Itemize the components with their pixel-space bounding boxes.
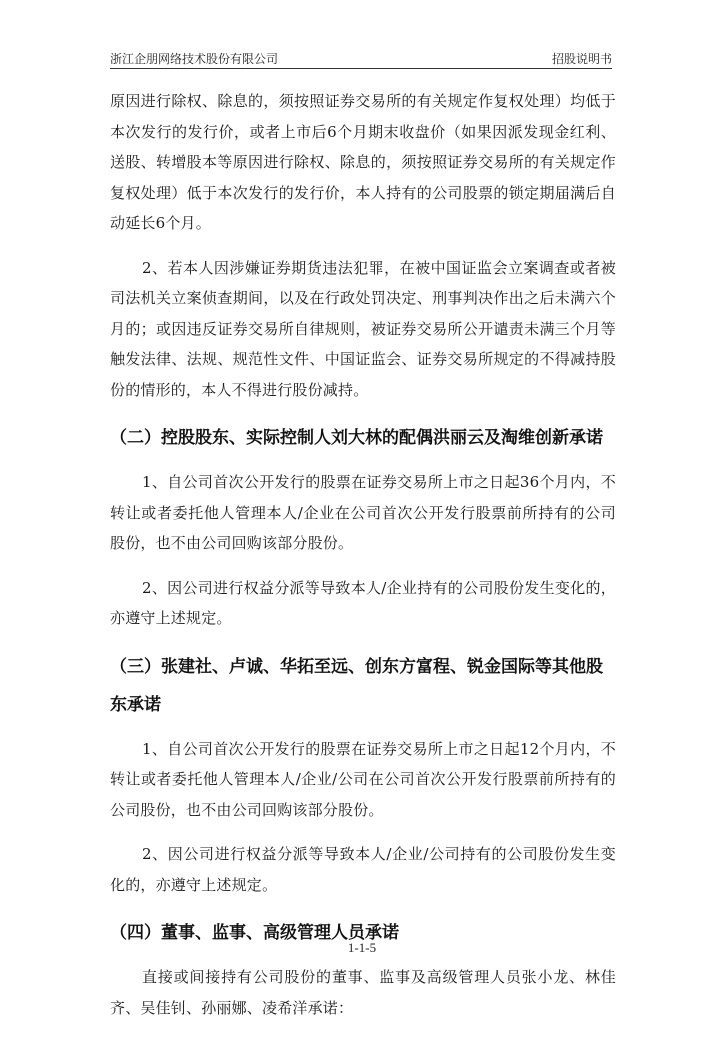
header-company-name: 浙江企朋网络技术股份有限公司	[110, 52, 279, 66]
header-divider	[110, 68, 612, 69]
paragraph-12-month-lockup: 1、自公司首次公开发行的股票在证券交易所上市之日起12个月内，不转让或者委托他人管理本人/企业/公司在公司首次公开发行股票前所持有的公司股份，也不由公司回购该部分股份。	[110, 739, 616, 819]
page-header	[110, 48, 612, 68]
paragraph-equity-distribution-2: 2、因公司进行权益分派等导致本人/企业持有的公司股份发生变化的，亦遵守上述规定。	[110, 578, 616, 627]
paragraph-continued-lockup: 原因进行除权、除息的，须按照证券交易所的有关规定作复权处理）均低于本次发行的发行价，或者上市后6个月期末收盘价（如果因派发现金红利、送股、转增股本等原因进行除权、除息的，须按照证券交易所的有关规定作复权处理）低于本次发行的发行价，本人持有的公司股票的锁定期届满后自动延长6个月。	[110, 92, 616, 232]
paragraph-36-month-lockup: 1、自公司首次公开发行的股票在证券交易所上市之日起36个月内，不转让或者委托他人管理本人/企业在公司首次公开发行股票前所持有的公司股份，也不由公司回购该部分股份。	[110, 473, 616, 552]
paragraph-directors-commitment: 直接或间接持有公司股份的董事、监事及高级管理人员张小龙、林佳齐、吴佳钊、孙丽娜、凌希洋承诺：	[110, 968, 616, 1017]
section-heading-4: （四）董事、监事、高级管理人员承诺	[110, 923, 399, 943]
section-heading-3: （三）张建社、卢诚、华拓至远、创东方富程、锐金国际等其他股东承诺	[110, 656, 603, 715]
section-heading-2: （二）控股股东、实际控制人刘大林的配偶洪丽云及淘维创新承诺	[110, 428, 603, 448]
page-number: 1-1-5	[347, 940, 377, 955]
header-document-type: 招股说明书	[551, 52, 612, 66]
paragraph-reduction-restriction: 2、若本人因涉嫌证券期货违法犯罪，在被中国证监会立案调查或者被司法机关立案侦查期间，以及在行政处罚决定、刑事判决作出之后未满六个月的；或因违反证券交易所自律规则，被证券交易所公开谴责未满三个月等触发法律、法规、规范性文件、中国证监会、证券交易所规定的不得减持股份的情形的，本人不得进行股份减持。	[110, 258, 616, 399]
paragraph-equity-distribution-3: 2、因公司进行权益分派等导致本人/企业/公司持有的公司股份发生变化的，亦遵守上述规定。	[110, 845, 616, 894]
document-body	[110, 86, 616, 1037]
